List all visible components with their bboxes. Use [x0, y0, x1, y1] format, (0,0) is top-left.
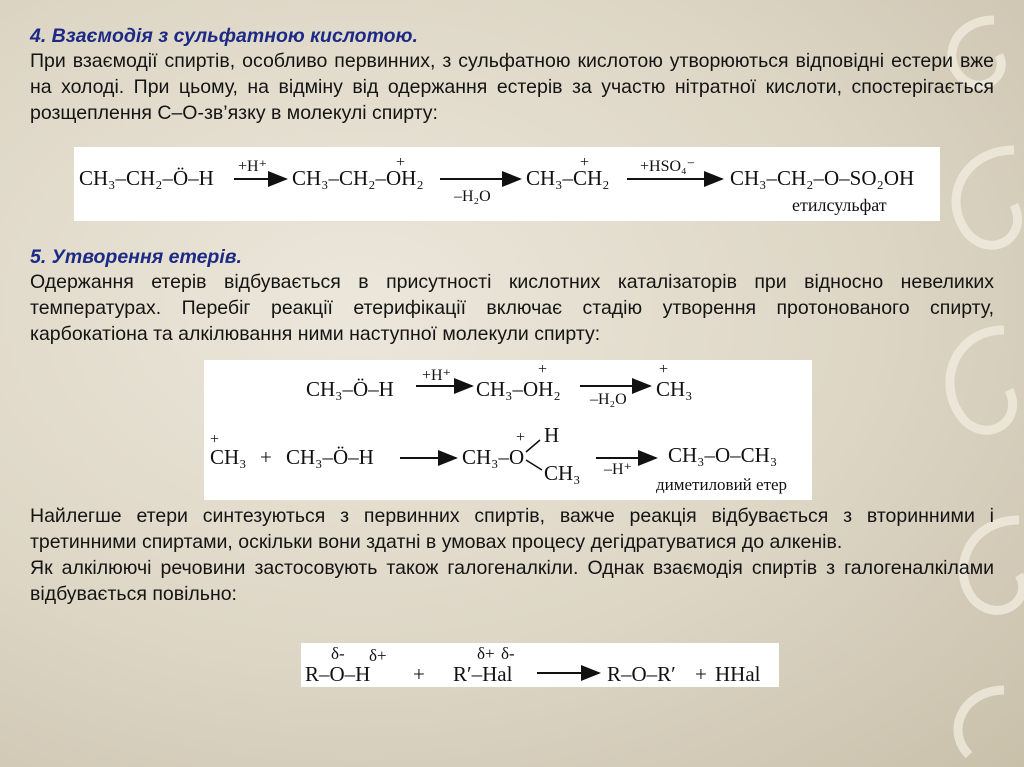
reaction2-line1-product: CH₃ — [656, 377, 693, 401]
reaction2-line2-plus-charge: + — [210, 431, 220, 448]
reaction3-product-plus: + — [695, 662, 707, 686]
reaction2-line2-reagent: –H⁺ — [604, 461, 632, 478]
reaction1-plus-charge2: + — [580, 154, 590, 171]
section4-title: 4. Взаємодія з сульфатною кислотою. — [30, 25, 418, 47]
reaction3-delta-plus-2: δ+ — [477, 644, 495, 663]
reaction2-line2-intermediate: CH₃–O — [462, 445, 525, 469]
reaction3-haloalkane: R′–Hal — [453, 662, 513, 686]
reaction2-line1-reagent: +H⁺ — [422, 367, 452, 384]
reaction2-line2-reactant1: CH₃ — [210, 445, 247, 469]
reaction2-line1-intermediate: CH₃–OH₂ — [476, 377, 561, 401]
reaction3-box — [301, 643, 779, 687]
reaction2-line2-int-plus: + — [516, 429, 526, 446]
slide-content — [30, 24, 994, 126]
reaction2-line2-plus: + — [260, 445, 272, 469]
reaction2-line1-plus: + — [538, 361, 548, 378]
reaction2-line2-int-h: H — [544, 423, 560, 447]
reaction3-hhal: HHal — [715, 662, 761, 686]
paragraph3-block — [30, 503, 994, 607]
section5-text: Одержання етерів відбувається в присутності кислотних каталізаторів при відносно невеликих температурах. Перебіг реакції етерифікації включає стадію утворення протонованого спирту, карбокатіона та алкілювання ними наступної молекули спирту: — [30, 271, 994, 345]
section4-text: При взаємодії спиртів, особливо первинних, з сульфатною кислотою утворюються відповідні естери вже на холоді. При цьому, на відміну від одержання естерів за участю нітратної кислоти, спостерігається розщеплення С–О-зв’язку в молекулі спирту: — [30, 50, 994, 124]
reaction2-line2-product: CH₃–O–CH₃ — [668, 443, 778, 467]
reaction3-alcohol: R–O–H — [305, 662, 371, 686]
reaction1-intermediate1: CH₃–CH₂–OH₂ — [292, 166, 424, 190]
reaction2-line2-product-name: диметиловий етер — [656, 475, 788, 494]
reaction1-box — [74, 147, 940, 221]
reaction3-delta-minus-1: δ- — [331, 644, 345, 663]
reaction3-delta-plus-1: δ+ — [369, 646, 387, 665]
section5-title: 5. Утворення етерів. — [30, 246, 242, 268]
section5-block — [30, 245, 994, 347]
reaction2-line1-reactant: CH₃–Ö–H — [306, 377, 394, 401]
paragraph3-text2: Як алкілюючі речовини застосовують також галогеналкіли. Однак взаємодія спиртів з галогеналкілами відбувається повільно: — [30, 557, 994, 605]
reaction3-plus: + — [413, 662, 425, 686]
reaction3-product: R–O–R′ — [607, 662, 676, 686]
reaction2-line1-byproduct: –H₂O — [590, 391, 627, 408]
reaction1-reactant: CH₃–CH₂–Ö–H — [79, 166, 214, 190]
reaction2-line2-reactant2: CH₃–Ö–H — [286, 445, 374, 469]
reaction2-box — [204, 360, 812, 500]
reaction2-line2-int-ch3: CH₃ — [544, 461, 581, 485]
reaction1-product: CH₃–CH₂–O–SO₂OH — [730, 166, 915, 190]
reaction1-reagent2: +HSO₄⁻ — [640, 158, 696, 175]
reaction2-line1-product-plus: + — [659, 361, 669, 378]
reaction3-delta-minus-2: δ- — [501, 644, 515, 663]
reaction1-plus-charge1: + — [396, 154, 406, 171]
reaction1-reagent1: +H⁺ — [238, 158, 268, 175]
reaction1-intermediate2: CH₃–CH₂ — [526, 166, 610, 190]
paragraph3-text1: Найлегше етери синтезуються з первинних спиртів, важче реакція відбувається з вторинними і третинними спиртами, оскільки вони здатні в умовах процесу дегідратуватися до алкенів. — [30, 505, 994, 553]
reaction1-product-name: етилсульфат — [792, 195, 887, 215]
reaction1-byproduct: –H₂O — [454, 188, 491, 205]
